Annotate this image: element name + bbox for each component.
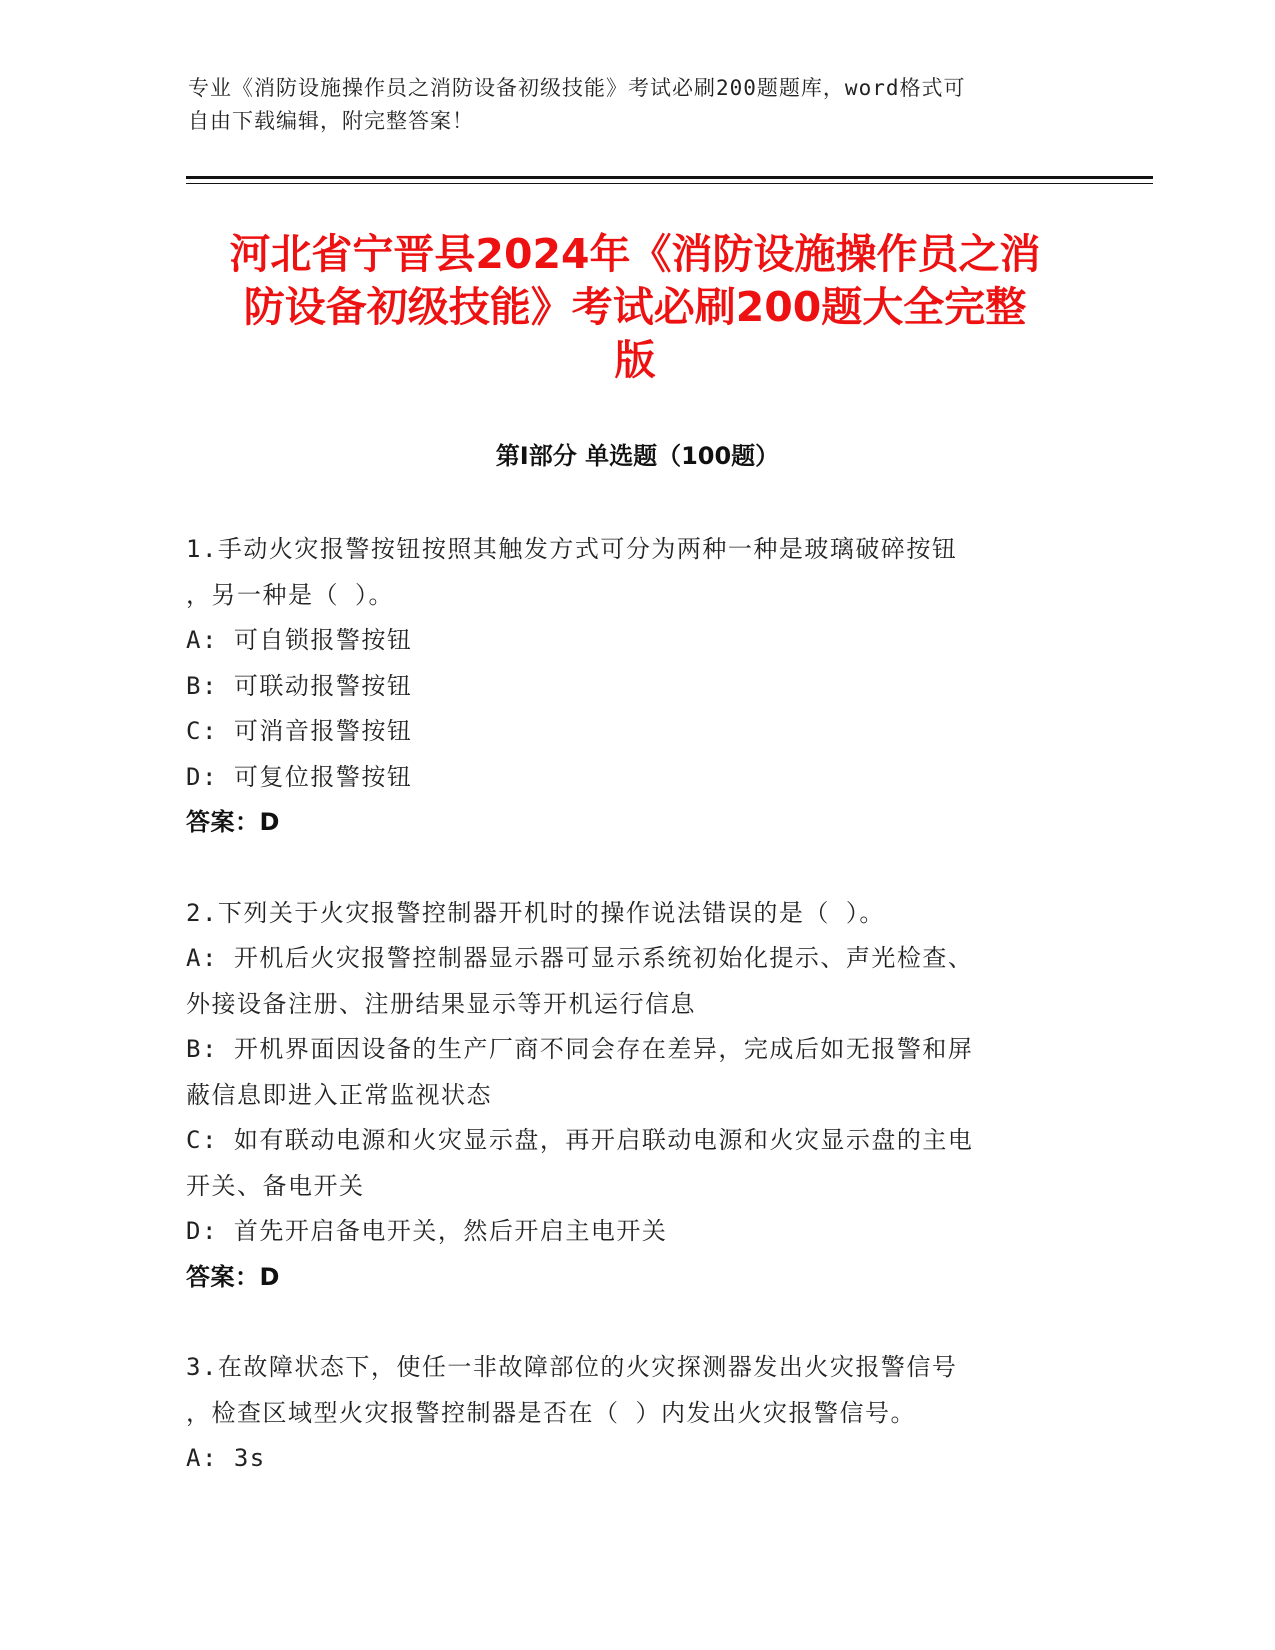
question-1-option-a: A: 可自锁报警按钮 — [186, 626, 413, 654]
header-note — [188, 72, 1068, 138]
document-title — [180, 228, 1090, 387]
question-2-option-b-line-2: 蔽信息即进入正常监视状态 — [186, 1080, 492, 1109]
question-2 — [186, 891, 1086, 1301]
question-2-answer: 答案：D — [186, 1262, 280, 1291]
header-divider-thin — [186, 183, 1153, 184]
question-1-option-d: D: 可复位报警按钮 — [186, 762, 413, 791]
question-1-option-c: C: 可消音报警按钮 — [186, 717, 413, 745]
header-note-line-2: 自由下载编辑，附完整答案！ — [188, 109, 474, 133]
question-3 — [186, 1345, 1086, 1482]
document-title-line-2: 防设备初级技能》考试必刷200题大全完整 — [243, 283, 1027, 331]
header-divider-thick — [186, 176, 1153, 179]
header-note-line-1: 专业《消防设施操作员之消防设备初级技能》考试必刷200题题库，word格式可 — [188, 76, 966, 100]
question-2-stem-line-1: 2.下列关于火灾报警控制器开机时的操作说法错误的是（ ）。 — [186, 898, 885, 927]
question-1 — [186, 527, 1086, 846]
question-2-option-b-line-1: B: 开机界面因设备的生产厂商不同会存在差异，完成后如无报警和屏 — [186, 1035, 974, 1063]
question-2-option-a-line-1: A: 开机后火灾报警控制器显示器可显示系统初始化提示、声光检查、 — [186, 944, 974, 972]
question-1-stem-line-2: ，另一种是（ ）。 — [186, 580, 394, 609]
document-title-line-3: 版 — [614, 336, 656, 384]
question-1-option-b: B: 可联动报警按钮 — [186, 671, 413, 700]
section-heading: 第Ⅰ部分 单选题（100题） — [495, 442, 780, 470]
question-list — [186, 527, 1086, 1527]
question-3-stem-line-1: 3.在故障状态下，使任一非故障部位的火灾探测器发出火灾报警信号 — [186, 1353, 958, 1381]
document-title-line-1: 河北省宁晋县2024年《消防设施操作员之消 — [229, 230, 1041, 278]
question-2-option-d-line-1: D: 首先开启备电开关，然后开启主电开关 — [186, 1217, 668, 1245]
question-2-option-c-line-1: C: 如有联动电源和火灾显示盘，再开启联动电源和火灾显示盘的主电 — [186, 1126, 974, 1154]
question-3-stem-line-2: ，检查区域型火灾报警控制器是否在（ ）内发出火灾报警信号。 — [186, 1398, 916, 1427]
question-1-answer: 答案：D — [186, 808, 280, 836]
question-2-option-a-line-2: 外接设备注册、注册结果显示等开机运行信息 — [186, 989, 696, 1018]
question-3-option-a: A: 3s — [186, 1444, 266, 1472]
question-2-option-c-line-2: 开关、备电开关 — [186, 1171, 365, 1200]
question-1-stem-line-1: 1.手动火灾报警按钮按照其触发方式可分为两种一种是玻璃破碎按钮 — [186, 535, 958, 563]
